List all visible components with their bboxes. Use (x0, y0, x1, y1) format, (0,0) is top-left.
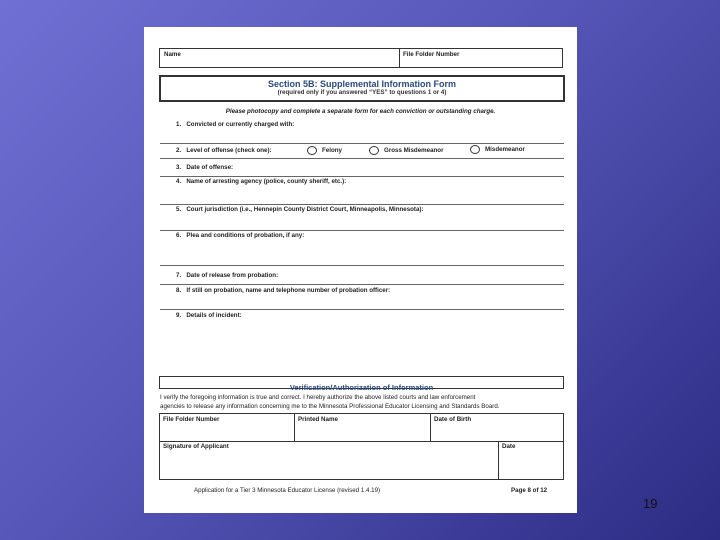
option-felony[interactable]: Felony (307, 146, 342, 155)
section-title: Section 5B: Supplemental Information Form (267, 79, 456, 89)
verification-title: Verification/Authorization of Information (289, 383, 434, 392)
file-folder-label: File Folder Number (403, 51, 460, 58)
section-subtitle: (required only if you answered “YES” to questions 1 or 4) (277, 89, 447, 96)
question-7: 7. Date of release from probation: (176, 272, 279, 279)
verification-header (159, 376, 564, 392)
radio-icon[interactable] (470, 145, 480, 154)
date-of-birth-field[interactable]: Date of Birth (434, 416, 472, 423)
verification-text-1: I verify the foregoing information is true and correct. I hereby authorize the above listed courts and law enforcement (160, 394, 476, 401)
footer-title: Application for a Tier 3 Minnesota Educator License (revised 1.4.19) (194, 487, 381, 494)
question-9: 9. Details of incident: (176, 312, 242, 319)
option-misdemeanor[interactable]: Misdemeanor (470, 145, 525, 154)
question-3: 3. Date of offense: (176, 164, 234, 171)
printed-name-field[interactable]: Printed Name (298, 416, 338, 423)
question-6: 6. Plea and conditions of probation, if any: (176, 232, 305, 239)
signature-table (159, 413, 564, 480)
signature-field[interactable]: Signature of Applicant (163, 443, 229, 450)
form-page (144, 27, 577, 513)
question-2: 2. Level of offense (check one): (176, 147, 272, 154)
question-5: 5. Court jurisdiction (i.e., Hennepin County District Court, Minneapolis, Minnesota): (176, 206, 424, 213)
radio-icon[interactable] (369, 146, 379, 155)
option-gross-misdemeanor[interactable]: Gross Misdemeanor (369, 146, 444, 155)
section-header (159, 75, 565, 102)
file-folder-number-field[interactable]: File Folder Number (163, 416, 220, 423)
slide-number: 19 (643, 496, 658, 511)
name-field[interactable] (159, 48, 563, 68)
instruction: Please photocopy and complete a separate form for each conviction or outstanding charge. (225, 108, 496, 115)
page-indicator: Page 8 of 12 (511, 487, 548, 494)
name-label: Name (164, 51, 181, 58)
verification-text-2: agencies to release any information concerning me to the Minnesota Professional Educator Licensing and Standards Board. (160, 403, 500, 410)
question-1: 1. Convicted or currently charged with: (176, 121, 295, 128)
date-field[interactable]: Date (502, 443, 516, 450)
question-8: 8. If still on probation, name and telephone number of probation officer: (176, 287, 391, 294)
radio-icon[interactable] (307, 146, 317, 155)
question-4: 4. Name of arresting agency (police, county sheriff, etc.): (176, 178, 347, 185)
